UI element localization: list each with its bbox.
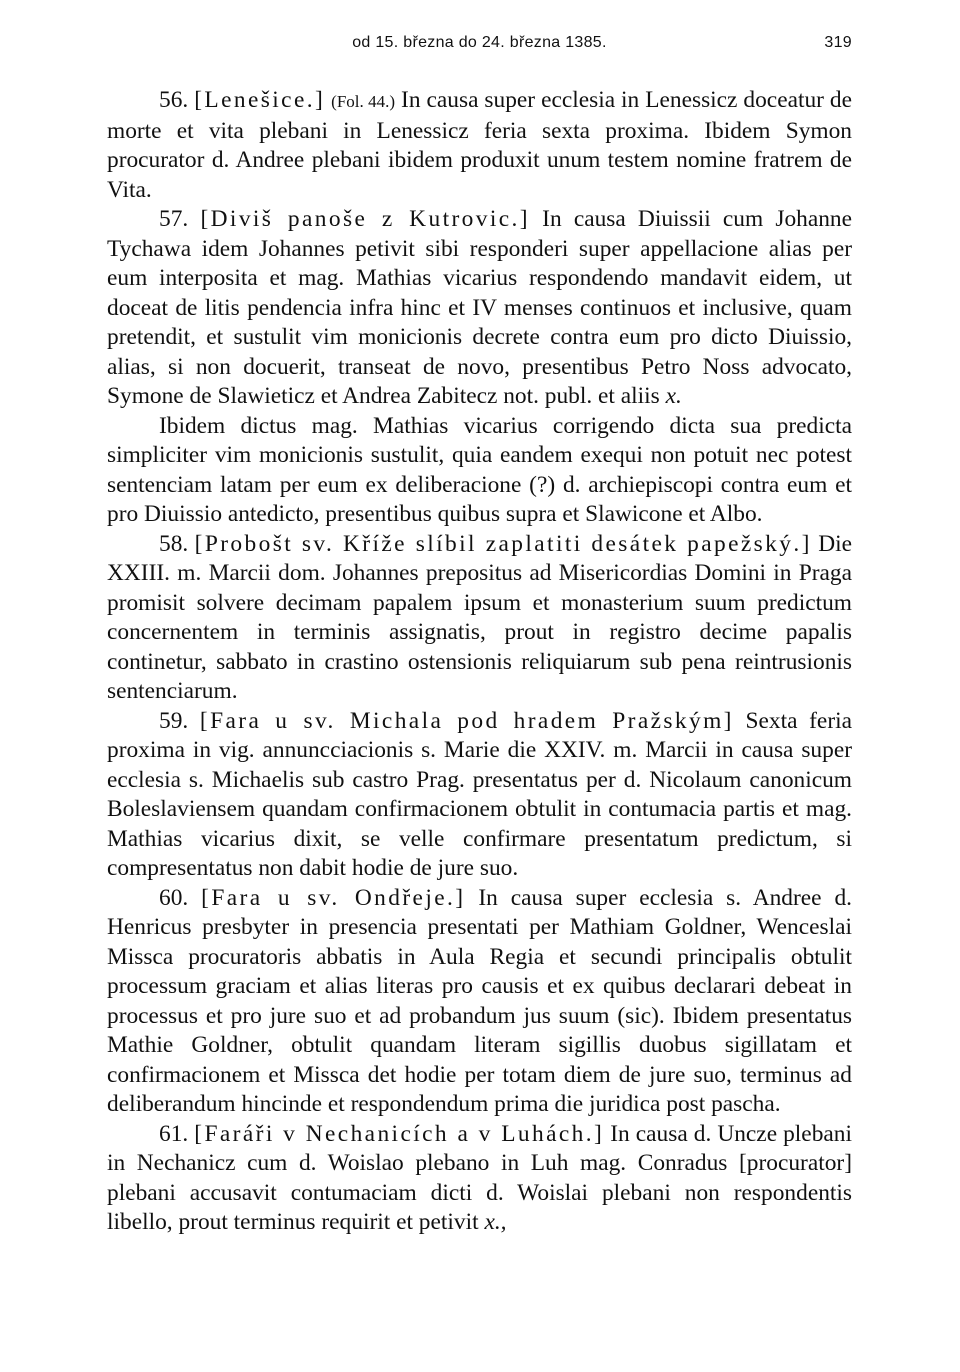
document-page [107, 0, 852, 1372]
entry-58 [107, 530, 852, 707]
entry-text: Sexta feria proxima in vig. annuncciacionis s. Marie die XXIV. m. Marcii in causa super ecclesia s. Michaelis sub castro Prag. presentatus per d. Nicolaum canonicum Boleslaviensem quandam confirmacionem obtulit in contumacia partis et mag. Mathias vicarius dixit, se velle confirmare presentatum predictum, si compresentatus non dabit hodie de jure suo. [107, 707, 852, 881]
entry-number: 57. [159, 206, 189, 232]
entry-61 [107, 1120, 852, 1238]
entry-number: 58. [159, 530, 189, 557]
running-title: od 15. března do 24. března 1385. [352, 34, 607, 51]
entry-56 [107, 86, 852, 205]
entry-text: In causa Diuissii cum Johanne Tychawa idem Johannes petivit sibi responderi super appellacione alias per eum interposita et mag. Mathias vicarius respondendo mandavit eidem, ut doceat de litis pendencia infra hinc et IV menses continuos et inclusive, quam pretendit, et sustulit vim monicionis decrete contra eum pro dicto Diuissio, alias, si non docuerit, transeat de novo, presentibus Petro Noss advocato, Symone de Slawieticz et Andrea Zabitecz not. publ. et aliis [107, 206, 852, 409]
entry-57 [107, 205, 852, 412]
entry-number: 56. [159, 87, 189, 113]
entry-text: Ibidem dictus mag. Mathias vicarius corrigendo dicta sua predicta simpliciter vim monicionis sustulit, quia eandem exequi non potuit nec potest sentenciam latam per eum ex deliberacione (?) d. archiepiscopi contra eum et pro Diuissio antedicto, presentibus quibus supra et Slawicone et Albo. [107, 412, 852, 527]
document-body [107, 86, 852, 1238]
page-number: 319 [824, 34, 852, 51]
entry-text: Die XXIII. m. Marcii dom. Johannes prepositus ad Misericordias Domini in Praga promisit solvere decimam papalem ipsum et monasterium suum predictum concernentem in terminis assignatis, prout in registro decime papalis continetur, sabbato in crastino ostensionis reliquiarum sub pena reintrusionis sentenciarum. [107, 530, 852, 704]
entry-title: [Fara u sv. Michala pod hradem Pražským] [199, 707, 734, 734]
entry-number: 61. [159, 1120, 189, 1147]
entry-text: In causa d. Uncze plebani in Nechanicz cum d. Woislao plebano in Luh mag. Conradus [procurator] plebani accusavit contumaciam dicti d. Woislai plebani non respondentis libello, prout terminus requirit et petivit [107, 1120, 852, 1235]
running-header [107, 34, 852, 58]
entry-title: [Faráři v Nechanicích a v Luhách.] [194, 1120, 605, 1147]
entry-title: [Diviš panoše z Kutrovic.] [200, 206, 530, 232]
entry-tail: x. [665, 383, 682, 409]
entry-text: In causa super ecclesia in Lenessicz doceatur de morte et vita plebani in Lenessicz feria sexta proxima. Ibidem Symon procurator d. Andree plebani ibidem produxit unum testem nomine fratrem de Vita. [107, 87, 852, 203]
entry-title: [Fara u sv. Ondřeje.] [201, 884, 466, 911]
entry-57-continuation [107, 412, 852, 530]
entry-text: In causa super ecclesia s. Andree d. Henricus presbyter in presencia presentati per Mathiam Goldner, Wenceslai Missca procuratoris abbatis in Aula Regia et secundi principalis obtulit processum graciam et alias literas pro causis et ex quibus declarari debeat in processus et pro jure suo et ad probandum jus suum (sic). Ibidem presentatus Mathie Goldner, obtulit quandam literam sigillis duobus sigillatam et confirmacionem et Missca det hodie per totam diem de jure suo, terminus ad deliberandum hincinde et respondendum prima die juridica post pascha. [107, 884, 852, 1117]
entry-tail: x., [484, 1209, 507, 1235]
entry-title: [Probošt sv. Kříže slíbil zaplatiti desátek papežský.] [194, 530, 812, 557]
folio-reference: (Fol. 44.) [331, 92, 396, 111]
entry-59 [107, 707, 852, 884]
entry-60 [107, 884, 852, 1120]
entry-number: 60. [159, 884, 189, 911]
entry-title: [Lenešice.] [194, 87, 326, 113]
entry-number: 59. [159, 707, 189, 734]
